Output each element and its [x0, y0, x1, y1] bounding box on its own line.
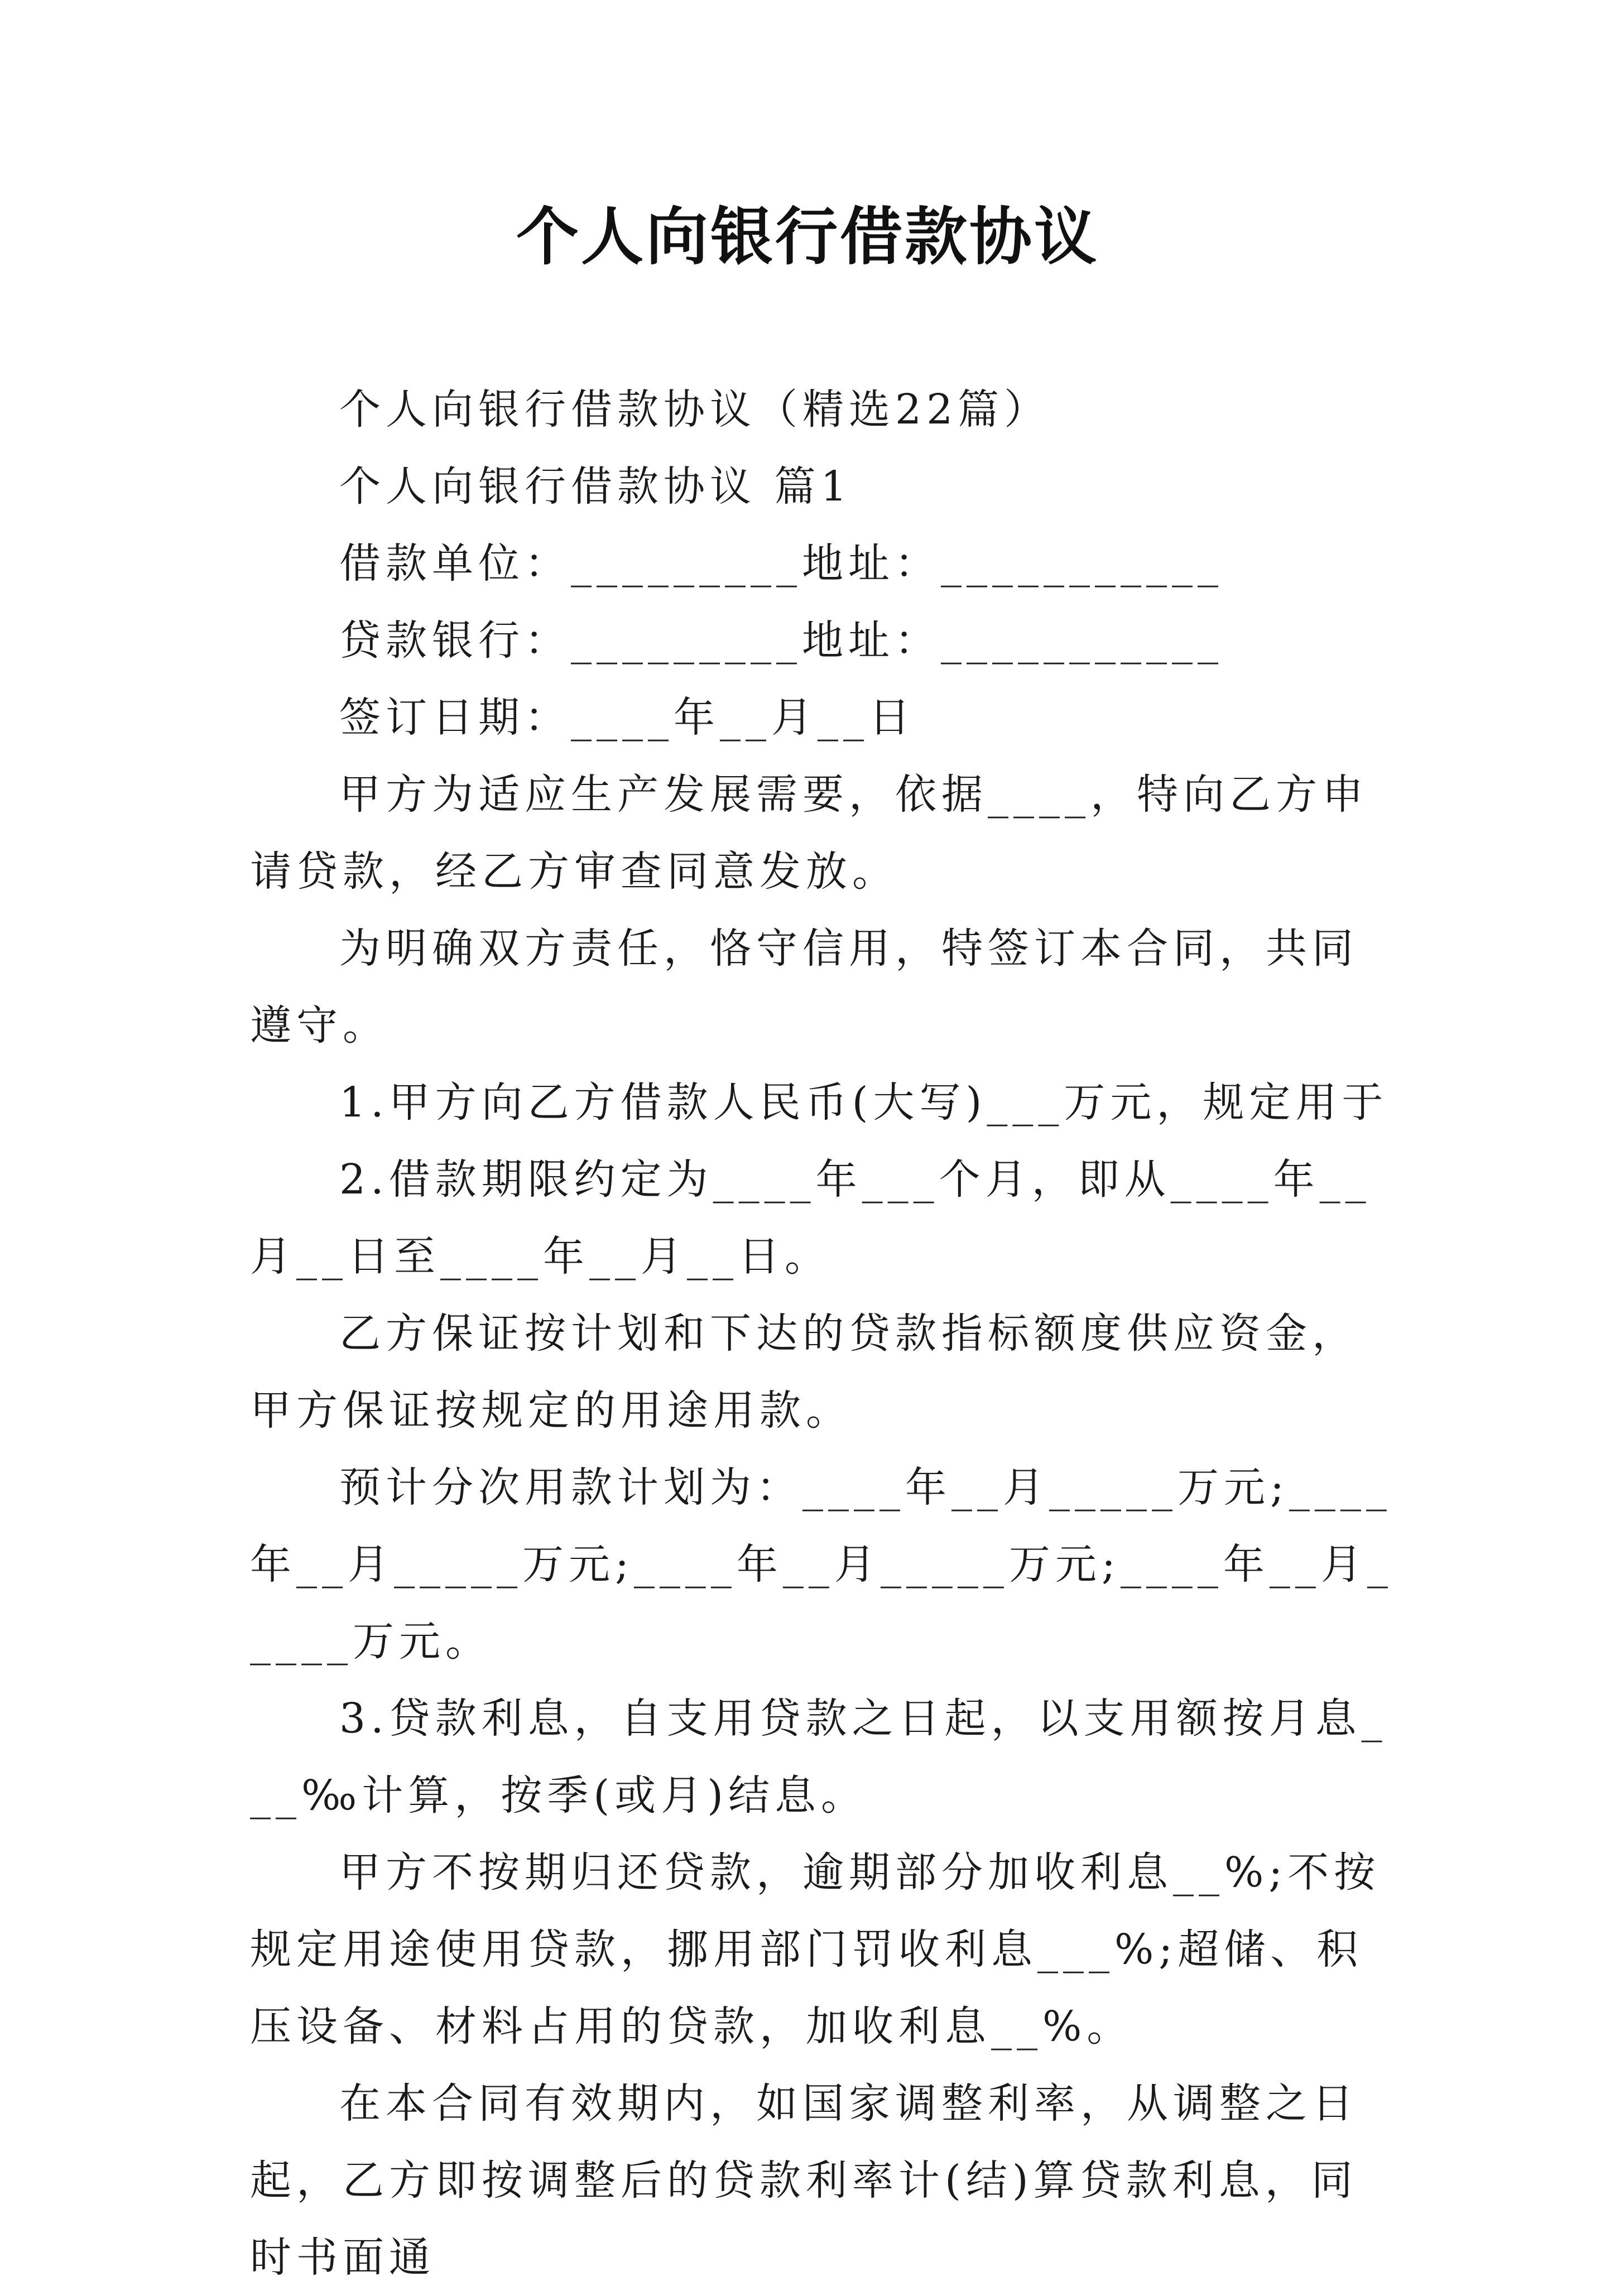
- paragraph-usage-plan: 预计分次用款计划为：____年__月_____万元;____年__月_____万元;____年__月_____万元;____年__月_____万元。: [250, 1464, 1393, 1666]
- document-title: 个人向银行借款协议: [516, 200, 1099, 273]
- paragraph-funding-guarantee: 乙方保证按计划和下达的贷款指标额度供应资金，甲方保证按规定的用途用款。: [250, 1310, 1358, 1435]
- paragraph-clause-1: 1.甲方向乙方借款人民币(大写)___万元，规定用于: [339, 1079, 1388, 1127]
- paragraph-clause-2: 2.借款期限约定为____年___个月，即从____年__月__日至____年__月__日。: [250, 1156, 1371, 1281]
- paragraph-lender: 贷款银行：_________地址：___________: [339, 617, 1223, 665]
- paragraph-penalty: 甲方不按期归还贷款，逾期部分加收利息__%;不按规定用途使用贷款，挪用部门罚收利息___%;超储、积压设备、材料占用的贷款，加收利息__%。: [250, 1849, 1381, 2050]
- paragraph-purpose: 甲方为适应生产发展需要，依据____，特向乙方申请贷款，经乙方审查同意发放。: [250, 771, 1368, 896]
- paragraph-responsibility: 为明确双方责任，恪守信用，特签订本合同，共同遵守。: [250, 925, 1358, 1050]
- document-body: [250, 371, 1394, 2296]
- paragraph-signing-date: 签订日期：____年__月__日: [339, 694, 915, 742]
- paragraph-collection-heading: 个人向银行借款协议（精选22篇）: [339, 386, 1051, 434]
- paragraph-article-heading: 个人向银行借款协议 篇1: [339, 463, 852, 511]
- paragraph-borrower: 借款单位：_________地址：___________: [339, 540, 1223, 588]
- paragraph-clause-3: 3.贷款利息，自支用贷款之日起，以支用额按月息___‰计算，按季(或月)结息。: [250, 1695, 1387, 1820]
- paragraph-rate-adjustment: 在本合同有效期内，如国家调整利率，从调整之日起，乙方即按调整后的贷款利率计(结)算贷款利息，同时书面通: [250, 2080, 1358, 2281]
